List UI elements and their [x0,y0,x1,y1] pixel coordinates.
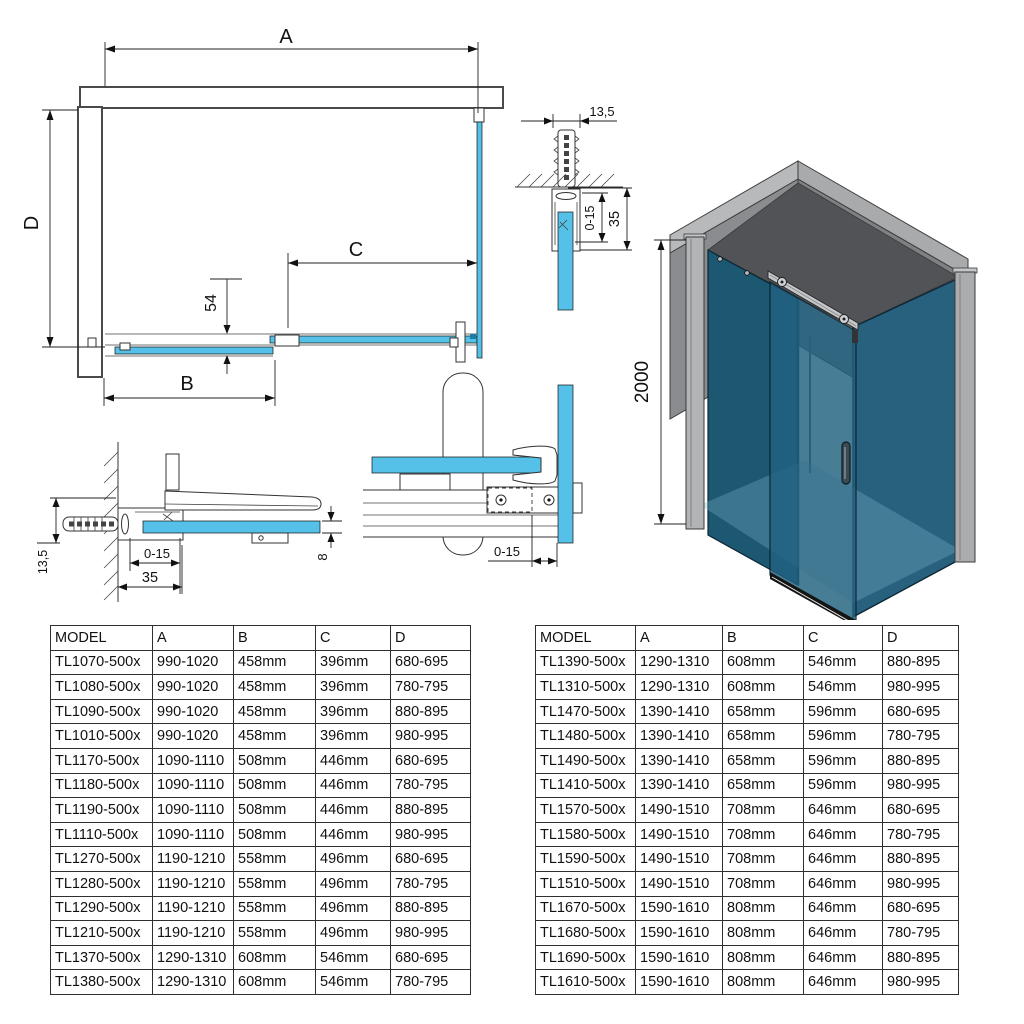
dim-c-label: C [348,239,364,261]
table-cell: 1390-1410 [636,748,723,773]
table-cell: TL1090-500x [51,699,153,724]
table-cell: TL1510-500x [536,871,636,896]
table-cell: 658mm [723,748,804,773]
dim-b-label: B [180,373,194,395]
table-cell: 680-695 [883,699,959,724]
plan-top-wall [80,87,503,108]
table-cell: 558mm [234,847,316,872]
table-cell: 1590-1610 [636,945,723,970]
table-cell: 496mm [316,896,391,921]
dim-35-label: 35 [141,570,159,586]
table-cell: 880-895 [883,847,959,872]
table-cell: 1290-1310 [153,945,234,970]
table-cell: 596mm [804,699,883,724]
table-cell: 780-795 [391,773,471,798]
table-cell: 1090-1110 [153,773,234,798]
table-row [536,871,959,896]
table-cell: 1290-1310 [636,675,723,700]
table-cell: 508mm [234,748,316,773]
table-cell: TL1410-500x [536,773,636,798]
corner-connector-detail [345,360,600,592]
table-cell: 458mm [234,650,316,675]
table-cell: 980-995 [391,822,471,847]
table-cell: 780-795 [883,724,959,749]
table-cell: 990-1020 [153,724,234,749]
side-glass-section [558,385,573,543]
dim-35-label: 35 [607,210,623,228]
table-cell: TL1110-500x [51,822,153,847]
table-cell: 1190-1210 [153,896,234,921]
plan-fixed-glass [270,336,477,343]
dim-13-5-label: 13,5 [36,549,50,575]
table-row [51,970,471,995]
table-cell: 508mm [234,773,316,798]
table-row [51,724,471,749]
table-cell: 880-895 [391,798,471,823]
table-cell: 396mm [316,724,391,749]
table-header-cell: B [234,626,316,651]
iso-screw [745,271,750,276]
table-row [51,822,471,847]
table-cell: 708mm [723,871,804,896]
plan-left-wall [78,107,102,377]
table-row [536,699,959,724]
dim-2000-label: 2000 [632,360,653,404]
table-cell: 708mm [723,822,804,847]
table-cell: 608mm [234,970,316,995]
table-header-cell: MODEL [51,626,153,651]
table-cell: 658mm [723,724,804,749]
detail-dim-13-5 [36,498,116,574]
table-row [536,773,959,798]
plan-roller-bracket [275,335,299,346]
table-header-cell: B [723,626,804,651]
table-cell: TL1670-500x [536,896,636,921]
table-cell: TL1190-500x [51,798,153,823]
dim-a-label: A [279,26,293,48]
table-cell: 990-1020 [153,699,234,724]
table-cell: 446mm [316,748,391,773]
table-cell: 980-995 [391,921,471,946]
table-row [536,822,959,847]
table-header-cell: A [636,626,723,651]
iso-door-handle [842,442,850,484]
table-cell: 980-995 [883,970,959,995]
wall-anchor [63,517,118,531]
table-cell: TL1280-500x [51,871,153,896]
table-cell: 496mm [316,921,391,946]
table-header-cell: D [883,626,959,651]
table-cell: 396mm [316,699,391,724]
dim-54 [203,279,242,374]
table-cell: 508mm [234,822,316,847]
table-cell: 446mm [316,822,391,847]
iso-rail-end-cap [852,330,858,343]
table-row [51,748,471,773]
table-cell: 608mm [723,675,804,700]
table-row [51,847,471,872]
table-cell: 396mm [316,675,391,700]
iso-screw [718,257,723,262]
iso-left-profile [686,237,704,529]
table-cell: 1190-1210 [153,871,234,896]
table-row [536,748,959,773]
table-cell: 780-795 [391,675,471,700]
table-cell: TL1180-500x [51,773,153,798]
dim-54-label: 54 [203,294,220,312]
dim-b [104,360,275,406]
table-cell: 680-695 [391,847,471,872]
table-row [536,945,959,970]
table-cell: 546mm [804,650,883,675]
profile-section [118,508,320,540]
table-cell: TL1290-500x [51,896,153,921]
table-cell: 1090-1110 [153,822,234,847]
table-row [51,650,471,675]
table-cell: 646mm [804,970,883,995]
table-cell: 546mm [316,945,391,970]
table-cell: TL1610-500x [536,970,636,995]
table-cell: 496mm [316,871,391,896]
table-cell: TL1310-500x [536,675,636,700]
table-cell: 1390-1410 [636,699,723,724]
dim-0-15-label: 0-15 [143,546,171,561]
table-cell: TL1080-500x [51,675,153,700]
table-cell: 990-1020 [153,675,234,700]
table-cell: 646mm [804,822,883,847]
table-cell: 880-895 [391,896,471,921]
table-cell: 1590-1610 [636,970,723,995]
table-cell: 1190-1210 [153,847,234,872]
table-cell: 1490-1510 [636,822,723,847]
table-cell: 1590-1610 [636,896,723,921]
table-cell: 396mm [316,650,391,675]
dim-d-label: D [21,215,43,231]
screw-bracket [487,487,560,513]
table-cell: 646mm [804,945,883,970]
table-cell: 1490-1510 [636,798,723,823]
table-row [51,675,471,700]
table-cell: 646mm [804,798,883,823]
table-row [51,921,471,946]
table-cell: TL1380-500x [51,970,153,995]
profile-section [552,189,580,310]
table-cell: 880-895 [883,945,959,970]
table-cell: TL1370-500x [51,945,153,970]
table-cell: 808mm [723,945,804,970]
table-cell: 1090-1110 [153,798,234,823]
table-header-cell: C [804,626,883,651]
table-cell: 658mm [723,699,804,724]
spec-table-right [535,625,959,995]
table-cell: TL1070-500x [51,650,153,675]
table-row [51,773,471,798]
plan-door-glass [115,347,273,354]
table-cell: 1590-1610 [636,921,723,946]
table-cell: 558mm [234,921,316,946]
table-cell: TL1210-500x [51,921,153,946]
table-row [536,970,959,995]
table-cell: 1290-1310 [153,970,234,995]
table-row [536,798,959,823]
table-cell: 680-695 [391,748,471,773]
table-cell: 458mm [234,724,316,749]
table-cell: TL1390-500x [536,650,636,675]
table-cell: 458mm [234,699,316,724]
table-row [536,650,959,675]
dim-8-label: 8 [315,553,330,561]
table-cell: 1090-1110 [153,748,234,773]
table-cell: TL1170-500x [51,748,153,773]
table-row [51,699,471,724]
table-cell: 880-895 [391,699,471,724]
table-cell: 708mm [723,847,804,872]
detail-dim-13-5 [521,104,617,128]
table-row [536,847,959,872]
floor-profile-detail [30,430,350,625]
table-cell: 658mm [723,773,804,798]
table-row [51,945,471,970]
table-cell: TL1470-500x [536,699,636,724]
table-cell: 780-795 [883,822,959,847]
table-cell: 546mm [804,675,883,700]
table-cell: 596mm [804,748,883,773]
table-cell: 980-995 [883,773,959,798]
table-cell: 880-895 [883,748,959,773]
plan-side-glass [477,122,482,358]
table-cell: 1390-1410 [636,773,723,798]
table-cell: 980-995 [391,724,471,749]
table-cell: 446mm [316,798,391,823]
dim-13-5-label: 13,5 [589,104,615,119]
table-cell: 990-1020 [153,650,234,675]
table-cell: 880-895 [883,650,959,675]
glass-section [143,521,320,533]
table-cell: 808mm [723,921,804,946]
table-header-cell: C [316,626,391,651]
table-cell: 1490-1510 [636,871,723,896]
table-cell: TL1270-500x [51,847,153,872]
table-row [536,675,959,700]
table-header-row [51,626,471,651]
table-cell: TL1680-500x [536,921,636,946]
iso-view [630,155,995,620]
table-row [536,921,959,946]
table-row [51,871,471,896]
table-cell: 780-795 [883,921,959,946]
table-cell: 1290-1310 [636,650,723,675]
table-cell: 608mm [723,650,804,675]
table-cell: 780-795 [391,970,471,995]
table-cell: 496mm [316,847,391,872]
table-header-cell: D [391,626,471,651]
table-row [51,896,471,921]
table-header-cell: MODEL [536,626,636,651]
dim-0-15-label: 0-15 [493,544,521,559]
table-cell: 508mm [234,798,316,823]
table-header-cell: A [153,626,234,651]
plan-wall-bracket [474,108,484,122]
table-cell: TL1480-500x [536,724,636,749]
table-row [51,798,471,823]
table-cell: 808mm [723,970,804,995]
table-cell: 1190-1210 [153,921,234,946]
table-cell: 708mm [723,798,804,823]
table-header-row [536,626,959,651]
glass-panel-section [372,457,541,473]
table-cell: TL1010-500x [51,724,153,749]
table-cell: 596mm [804,773,883,798]
table-cell: TL1590-500x [536,847,636,872]
iso-right-profile [955,272,975,562]
table-cell: 558mm [234,896,316,921]
table-row [536,724,959,749]
table-cell: 608mm [234,945,316,970]
table-cell: 980-995 [883,871,959,896]
spec-table-left [50,625,471,995]
table-cell: 646mm [804,847,883,872]
dim-0-15-label: 0-15 [583,205,597,231]
table-cell: 596mm [804,724,883,749]
table-cell: 646mm [804,871,883,896]
wall-anchor [554,130,579,187]
table-cell: 808mm [723,896,804,921]
table-cell: TL1690-500x [536,945,636,970]
table-cell: 558mm [234,871,316,896]
table-cell: 680-695 [391,945,471,970]
table-cell: 680-695 [391,650,471,675]
table-cell: 680-695 [883,798,959,823]
table-cell: 546mm [316,970,391,995]
table-cell: TL1490-500x [536,748,636,773]
table-cell: 680-695 [883,896,959,921]
table-cell: 1490-1510 [636,847,723,872]
table-cell: 646mm [804,921,883,946]
table-cell: 446mm [316,773,391,798]
dim-c [288,239,477,328]
table-cell: 646mm [804,896,883,921]
table-cell: 1390-1410 [636,724,723,749]
table-row [536,896,959,921]
table-cell: 980-995 [883,675,959,700]
table-cell: TL1580-500x [536,822,636,847]
table-cell: 458mm [234,675,316,700]
table-cell: TL1570-500x [536,798,636,823]
table-cell: 780-795 [391,871,471,896]
